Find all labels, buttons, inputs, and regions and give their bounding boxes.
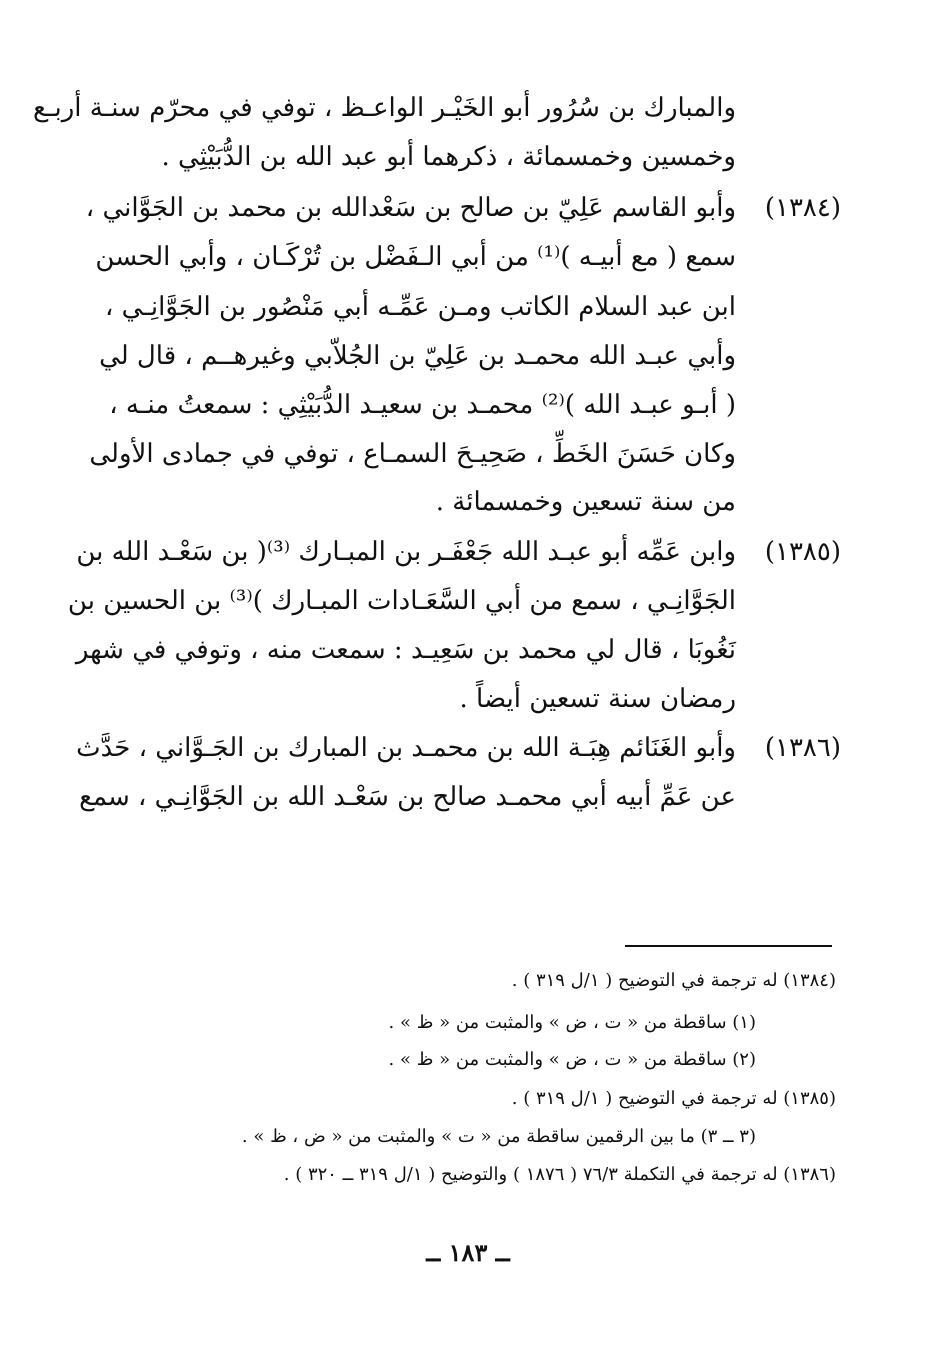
body-line: من سنة تسعين وخمسمائة . <box>435 487 736 517</box>
body-line: نَغُوبَا ، قال لي محمد بن سَعِيـد : سمعت منه ، وتوفي في شهر <box>75 635 736 665</box>
body-line: ( أبـو عبـد الله )⁽²⁾ محمـد بن سعيـد الدُّبَيْثِي : سمعتُ منـه ، <box>109 390 736 420</box>
body-line: سمع ( مع أبيـه )⁽¹⁾ من أبي الـفَضْل بن تُرْكَـان ، وأبي الحسن <box>95 242 736 272</box>
footnote: (١) ساقطة من « ت ، ض » والمثبت من « ظ » . <box>388 1012 756 1033</box>
body-line: وخمسين وخمسمائة ، ذكرهما أبو عبد الله بن الدُّبَيْثِي . <box>161 142 736 172</box>
footnote: (١٣٨٥) له ترجمة في التوضيح ( ١/ل ٣١٩ ) . <box>511 1088 836 1109</box>
entry-number: (١٣٨٦) <box>764 733 841 763</box>
body-line: ابن عبد السلام الكاتب ومـن عَمِّـه أبي مَنْصُور بن الجَوَّانِـي ، <box>104 292 736 322</box>
body-line: الجَوَّانِـي ، سمع من أبي السَّعَـادات المبـارك )⁽³⁾ بن الحسين بن <box>67 586 736 616</box>
footnote-separator <box>625 945 832 947</box>
entry-number: (١٣٨٤) <box>764 193 841 223</box>
body-line: رمضان سنة تسعين أيضاً . <box>459 684 736 714</box>
body-line: وأبو الغَنَائم هِبَـة الله بن محمـد بن المبارك بن الجَـوَّاني ، حَدَّث <box>76 733 736 763</box>
body-line: وأبو القاسم عَلِيّ بن صالح بن سَعْدالله بن محمد بن الجَوَّاني ، <box>85 193 736 223</box>
body-line: عن عَمِّ أبيه أبي محمـد صالح بن سَعْـد الله بن الجَوَّانِـي ، سمع <box>79 782 736 812</box>
body-line: وكان حَسَنَ الخَطِّ ، صَحِيـحَ السمـاع ، توفي في جمادى الأولى <box>89 439 736 469</box>
body-line: وابن عَمِّه أبو عبـد الله جَعْفَـر بن المبـارك ⁽³⁾( بن سَعْـد الله بن <box>76 537 736 567</box>
footnote: (٢) ساقطة من « ت ، ض » والمثبت من « ظ » . <box>388 1049 756 1070</box>
body-line: وأبي عبـد الله محمـد بن عَلِيّ بن الجُلاّبي وغيرهــم ، قال لي <box>99 341 736 371</box>
footnote: (١٣٨٦) له ترجمة في التكملة ٧٦/٣ ( ١٨٧٦ ) والتوضيح ( ١/ل ٣١٩ ــ ٣٢٠ ) . <box>283 1164 836 1185</box>
footnote: (٣ ــ ٣) ما بين الرقمين ساقطة من « ت » والمثبت من « ض ، ظ » . <box>241 1126 756 1147</box>
footnote: (١٣٨٤) له ترجمة في التوضيح ( ١/ل ٣١٩ ) . <box>511 970 836 991</box>
entry-number: (١٣٨٥) <box>764 537 841 567</box>
body-line: والمبارك بن سُرُور أبو الخَيْـر الواعـظ ، توفي في محرّم سنـة أربـع <box>33 93 736 123</box>
page-number: ــ ١٨٣ ــ <box>426 1238 510 1267</box>
